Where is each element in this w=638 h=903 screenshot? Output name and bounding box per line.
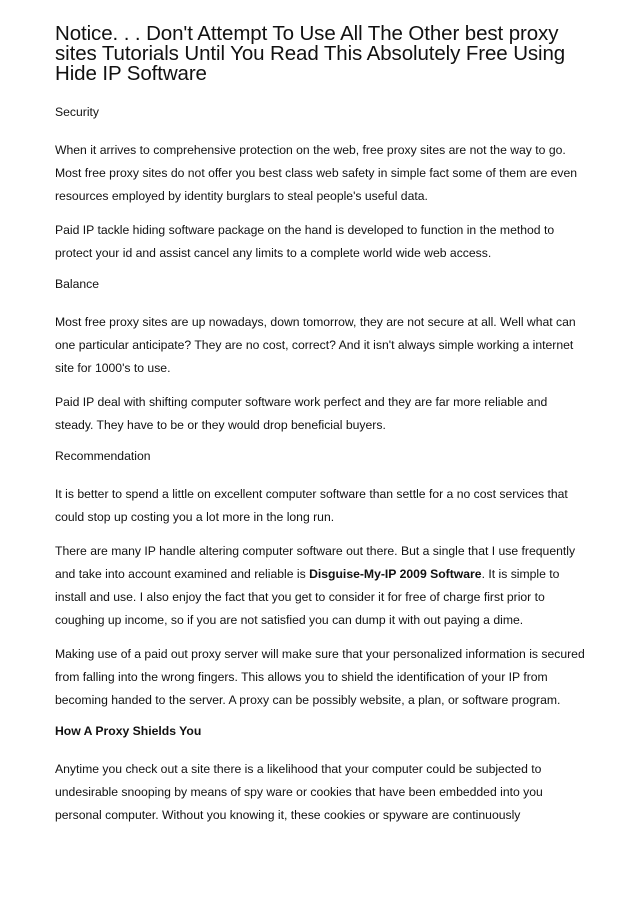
document-title: Notice. . . Don't Attempt To Use All The Other best proxy sites Tutorials Until You Read This Absolutely Free Using Hide IP Software — [55, 22, 566, 85]
paragraph-8: Anytime you check out a site there is a likelihood that your computer could be subjected to undesirable snooping by means of spy ware or cookies that have been embedded into you personal computer. Without you knowing it, these cookies or spyware are continuously — [55, 762, 543, 822]
paragraph-6 — [55, 540, 585, 632]
paragraph-5: It is better to spend a little on excellent computer software than settle for a no cost services that could stop up costing you a lot more in the long run. — [55, 487, 568, 524]
section-heading-security: Security — [55, 105, 100, 119]
section-heading-recommendation: Recommendation — [55, 449, 151, 463]
paragraph-4: Paid IP deal with shifting computer software work perfect and they are far more reliable and steady. They have to be or they would drop beneficial buyers. — [55, 395, 548, 432]
section-heading-proxy-shields: How A Proxy Shields You — [55, 724, 202, 738]
software-name-bold: Disguise-My-IP 2009 Software — [309, 567, 482, 581]
document-page — [55, 24, 585, 838]
paragraph-6-text-end: . It is simple to install and use. I also enjoy the fact that you get to consider it for free of charge first prior to coughing up income, so if you are not satisfied you can dump it with out paying a dime. — [55, 567, 560, 627]
paragraph-2: Paid IP tackle hiding software package on the hand is developed to function in the method to protect your id and assist cancel any limits to a complete world wide web access. — [55, 223, 555, 260]
paragraph-7: Making use of a paid out proxy server will make sure that your personalized information is secured from falling into the wrong fingers. This allows you to shield the identification of your IP from becoming handed to the server. A proxy can be possibly website, a plan, or software program. — [55, 647, 585, 707]
paragraph-3: Most free proxy sites are up nowadays, down tomorrow, they are not secure at all. Well what can one particular anticipate? They are no cost, correct? And it isn't always simple working a internet site for 1000's to use. — [55, 315, 576, 375]
section-heading-balance: Balance — [55, 277, 100, 291]
paragraph-6-text-start: There are many IP handle altering computer software out there. But a single that I use frequently and take into account examined and reliable is — [55, 544, 576, 581]
paragraph-1: When it arrives to comprehensive protection on the web, free proxy sites are not the way to go. Most free proxy sites do not offer you best class web safety in simple fact some of them are even resources employed by identity burglars to steal people's useful data. — [55, 143, 578, 203]
